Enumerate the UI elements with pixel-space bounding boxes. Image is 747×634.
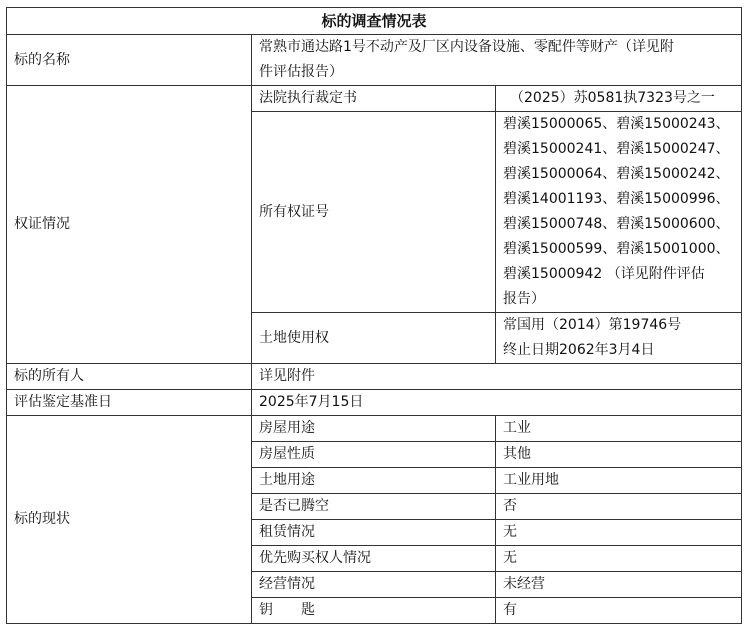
base-date-value: 2025年7月15日 bbox=[252, 390, 742, 416]
name-row bbox=[7, 35, 742, 86]
status-key: 房屋用途 bbox=[252, 416, 496, 442]
status-value: 工业 bbox=[496, 416, 742, 442]
status-row bbox=[7, 416, 742, 442]
cert-line: 碧溪15000748、碧溪15000600、 bbox=[503, 216, 730, 232]
name-label: 标的名称 bbox=[7, 35, 252, 86]
court-label: 法院执行裁定书 bbox=[252, 86, 496, 112]
owner-label: 标的所有人 bbox=[7, 364, 252, 390]
survey-table bbox=[6, 7, 742, 624]
owner-value: 详见附件 bbox=[252, 364, 742, 390]
status-key: 优先购买权人情况 bbox=[252, 546, 496, 572]
status-key: 房屋性质 bbox=[252, 442, 496, 468]
status-value: 否 bbox=[496, 494, 742, 520]
title-row bbox=[7, 8, 742, 35]
status-key: 是否已腾空 bbox=[252, 494, 496, 520]
cert-label: 所有权证号 bbox=[252, 112, 496, 313]
status-value: 其他 bbox=[496, 442, 742, 468]
cert-line: 碧溪15000064、碧溪15000242、 bbox=[503, 166, 730, 182]
status-value: 无 bbox=[496, 546, 742, 572]
status-key: 土地用途 bbox=[252, 468, 496, 494]
status-value: 未经营 bbox=[496, 572, 742, 598]
base-date-label: 评估鉴定基准日 bbox=[7, 390, 252, 416]
status-value: 工业用地 bbox=[496, 468, 742, 494]
status-key: 租赁情况 bbox=[252, 520, 496, 546]
name-value bbox=[252, 35, 742, 86]
cert-line: 报告） bbox=[503, 291, 545, 307]
status-key: 经营情况 bbox=[252, 572, 496, 598]
base-date-row bbox=[7, 390, 742, 416]
status-key: 钥 匙 bbox=[252, 598, 496, 624]
owner-row bbox=[7, 364, 742, 390]
cert-line: 碧溪14001193、碧溪15000996、 bbox=[503, 191, 730, 207]
cert-line: 碧溪15000599、碧溪15001000、 bbox=[503, 241, 730, 257]
cert-line: 碧溪15000942 （详见附件评估 bbox=[503, 266, 705, 282]
court-row bbox=[7, 86, 742, 112]
cert-line: 碧溪15000241、碧溪15000247、 bbox=[503, 141, 730, 157]
land-line: 终止日期2062年3月4日 bbox=[503, 342, 655, 358]
cert-line: 碧溪15000065、碧溪15000243、 bbox=[503, 116, 730, 132]
status-value: 无 bbox=[496, 520, 742, 546]
court-value: （2025）苏0581执7323号之一 bbox=[496, 86, 742, 112]
name-value-line: 件评估报告） bbox=[259, 64, 343, 80]
name-value-line: 常熟市通达路1号不动产及厂区内设备设施、零配件等财产（详见附 bbox=[259, 39, 674, 55]
cert-value bbox=[496, 112, 742, 313]
land-line: 常国用（2014）第19746号 bbox=[503, 317, 682, 333]
status-value: 有 bbox=[496, 598, 742, 624]
rights-label: 权证情况 bbox=[7, 86, 252, 364]
table-title: 标的调查情况表 bbox=[7, 8, 742, 35]
status-label: 标的现状 bbox=[7, 416, 252, 624]
land-label: 土地使用权 bbox=[252, 313, 496, 364]
land-value bbox=[496, 313, 742, 364]
